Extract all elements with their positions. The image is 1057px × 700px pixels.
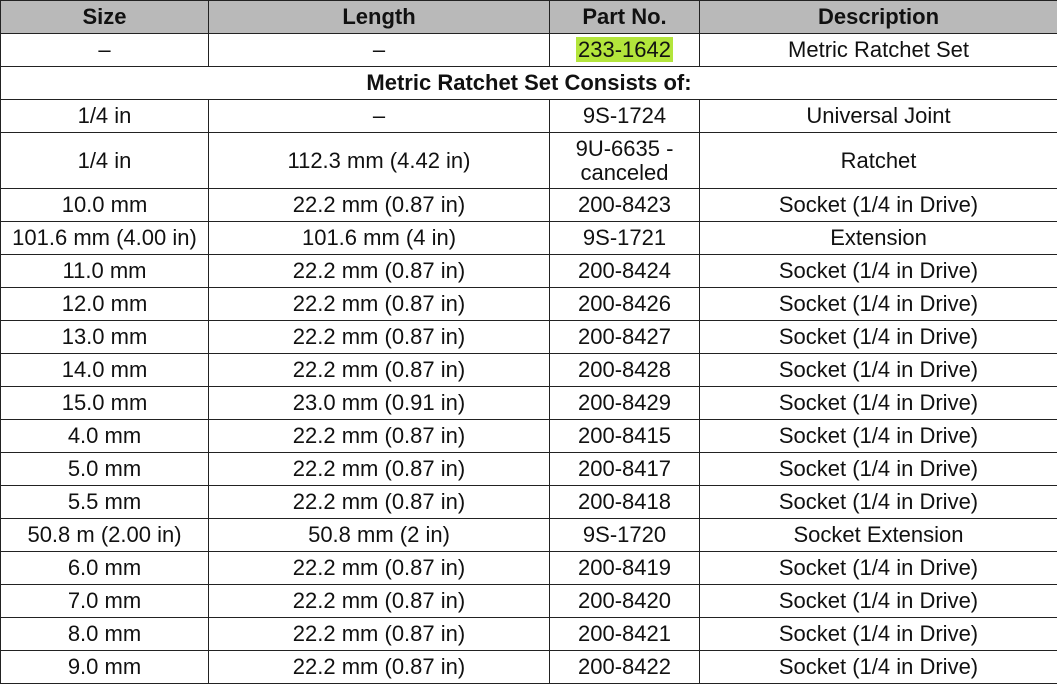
cell-part: 9S-1721	[550, 222, 700, 255]
cell-part: 9S-1720	[550, 519, 700, 552]
subheader-row	[1, 67, 1057, 100]
table-row	[1, 519, 1057, 552]
cell-length: 22.2 mm (0.87 in)	[209, 321, 550, 354]
cell-part: 200-8429	[550, 387, 700, 420]
table-row	[1, 222, 1057, 255]
part-line-2: canceled	[580, 159, 669, 185]
table-row	[1, 618, 1057, 651]
cell-size: 5.5 mm	[1, 486, 209, 519]
cell-part: 9S-1724	[550, 100, 700, 133]
table-row	[1, 420, 1057, 453]
cell-part: 200-8417	[550, 453, 700, 486]
table-row	[1, 387, 1057, 420]
table-row	[1, 288, 1057, 321]
cell-description: Ratchet	[700, 133, 1057, 189]
cell-length: 22.2 mm (0.87 in)	[209, 552, 550, 585]
cell-length: 22.2 mm (0.87 in)	[209, 453, 550, 486]
cell-size: 1/4 in	[1, 133, 209, 189]
cell-length: 23.0 mm (0.91 in)	[209, 387, 550, 420]
cell-part: 200-8421	[550, 618, 700, 651]
cell-part: 200-8415	[550, 420, 700, 453]
cell-length: 22.2 mm (0.87 in)	[209, 486, 550, 519]
cell-length: 112.3 mm (4.42 in)	[209, 133, 550, 189]
cell-part: 200-8419	[550, 552, 700, 585]
cell-description: Socket (1/4 in Drive)	[700, 651, 1057, 684]
cell-size: 11.0 mm	[1, 255, 209, 288]
cell-size: 9.0 mm	[1, 651, 209, 684]
cell-size: 12.0 mm	[1, 288, 209, 321]
cell-size: 50.8 m (2.00 in)	[1, 519, 209, 552]
cell-length: 22.2 mm (0.87 in)	[209, 189, 550, 222]
cell-size: 7.0 mm	[1, 585, 209, 618]
table-row	[1, 133, 1057, 189]
cell-size: 101.6 mm (4.00 in)	[1, 222, 209, 255]
part-line-1: 9U-6635 -	[575, 135, 674, 161]
header-length: Length	[209, 1, 550, 34]
cell-size: 4.0 mm	[1, 420, 209, 453]
cell-length: –	[209, 34, 550, 67]
cell-description: Socket (1/4 in Drive)	[700, 585, 1057, 618]
cell-size: 6.0 mm	[1, 552, 209, 585]
cell-description: Universal Joint	[700, 100, 1057, 133]
cell-description: Socket (1/4 in Drive)	[700, 387, 1057, 420]
header-size: Size	[1, 1, 209, 34]
highlighted-part-number: 233-1642	[578, 37, 671, 62]
table-row	[1, 189, 1057, 222]
cell-size: 13.0 mm	[1, 321, 209, 354]
table-row	[1, 651, 1057, 684]
cell-description: Extension	[700, 222, 1057, 255]
cell-size: 15.0 mm	[1, 387, 209, 420]
header-part-no: Part No.	[550, 1, 700, 34]
cell-part: 200-8428	[550, 354, 700, 387]
cell-length: –	[209, 100, 550, 133]
cell-description: Socket (1/4 in Drive)	[700, 420, 1057, 453]
set-row	[1, 34, 1057, 67]
cell-part: 200-8418	[550, 486, 700, 519]
cell-description: Socket (1/4 in Drive)	[700, 354, 1057, 387]
cell-size: 10.0 mm	[1, 189, 209, 222]
table-row	[1, 585, 1057, 618]
cell-part: 200-8426	[550, 288, 700, 321]
header-row	[1, 1, 1057, 34]
cell-description: Socket (1/4 in Drive)	[700, 552, 1057, 585]
cell-description: Socket (1/4 in Drive)	[700, 486, 1057, 519]
cell-description: Metric Ratchet Set	[700, 34, 1057, 67]
cell-length: 22.2 mm (0.87 in)	[209, 354, 550, 387]
cell-description: Socket (1/4 in Drive)	[700, 255, 1057, 288]
table-row	[1, 354, 1057, 387]
header-description: Description	[700, 1, 1057, 34]
cell-size: –	[1, 34, 209, 67]
cell-part: 200-8424	[550, 255, 700, 288]
cell-length: 22.2 mm (0.87 in)	[209, 255, 550, 288]
cell-size: 5.0 mm	[1, 453, 209, 486]
table-row	[1, 255, 1057, 288]
cell-description: Socket (1/4 in Drive)	[700, 189, 1057, 222]
cell-size: 14.0 mm	[1, 354, 209, 387]
cell-part: 200-8422	[550, 651, 700, 684]
table-row	[1, 321, 1057, 354]
table-row	[1, 486, 1057, 519]
cell-length: 22.2 mm (0.87 in)	[209, 651, 550, 684]
cell-length: 22.2 mm (0.87 in)	[209, 420, 550, 453]
cell-part: 200-8420	[550, 585, 700, 618]
table-row	[1, 552, 1057, 585]
cell-part	[550, 133, 700, 189]
cell-description: Socket (1/4 in Drive)	[700, 453, 1057, 486]
cell-description: Socket (1/4 in Drive)	[700, 288, 1057, 321]
cell-length: 22.2 mm (0.87 in)	[209, 288, 550, 321]
cell-description: Socket Extension	[700, 519, 1057, 552]
cell-size: 8.0 mm	[1, 618, 209, 651]
cell-part: 200-8423	[550, 189, 700, 222]
cell-part	[550, 34, 700, 67]
subheader-cell: Metric Ratchet Set Consists of:	[1, 67, 1057, 100]
table-row	[1, 100, 1057, 133]
cell-length: 50.8 mm (2 in)	[209, 519, 550, 552]
cell-description: Socket (1/4 in Drive)	[700, 618, 1057, 651]
cell-part: 200-8427	[550, 321, 700, 354]
cell-description: Socket (1/4 in Drive)	[700, 321, 1057, 354]
cell-length: 22.2 mm (0.87 in)	[209, 618, 550, 651]
cell-size: 1/4 in	[1, 100, 209, 133]
cell-length: 101.6 mm (4 in)	[209, 222, 550, 255]
table-row	[1, 453, 1057, 486]
cell-length: 22.2 mm (0.87 in)	[209, 585, 550, 618]
